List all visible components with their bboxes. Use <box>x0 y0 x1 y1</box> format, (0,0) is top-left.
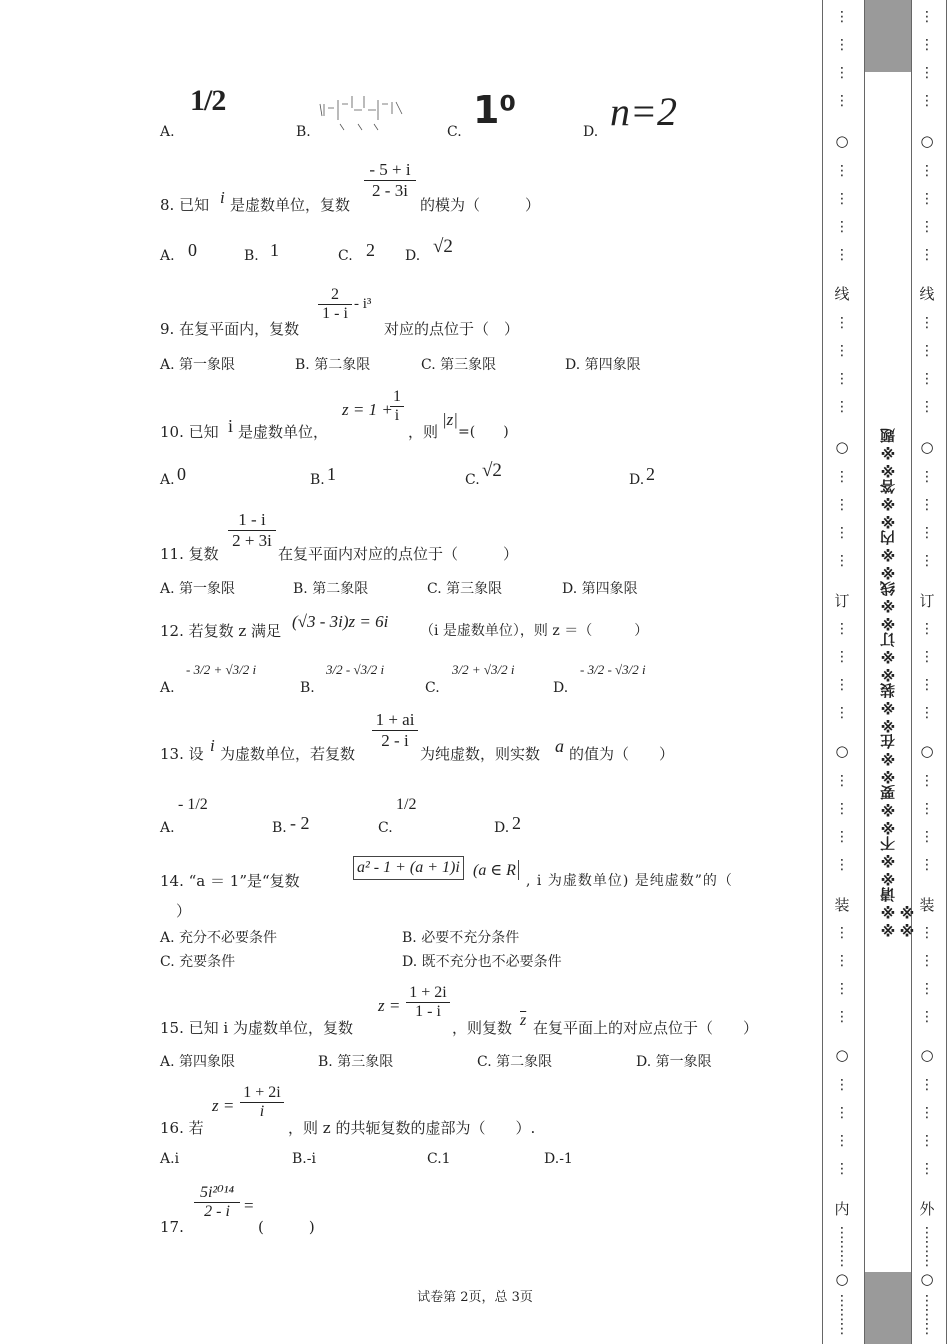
q15-option-d-label: D. <box>636 1054 652 1070</box>
inner-dots-4: ⋮ ⋮ ⋮ ⋮ <box>835 621 849 721</box>
outer-dots-3: ⋮ ⋮ ⋮ ⋮ <box>920 469 934 569</box>
q16-option-b-label: B. <box>292 1151 307 1167</box>
q15-fraction <box>406 984 450 1021</box>
q14-option-d <box>402 951 562 971</box>
inner-dots-9: ⋮ ⋮ ⋮ <box>835 1293 849 1337</box>
q14-expression: a² - 1 + (a + 1)i <box>353 856 464 880</box>
q12-stem-post: （i 是虚数单位），则 z ＝（ ） <box>420 623 649 639</box>
q7-option-d-value: n=2 <box>610 89 677 134</box>
q15-option-d-value: 第一象限 <box>655 1054 712 1070</box>
q17-stem-pre: 17. <box>160 1218 184 1236</box>
q7-option-b-garbled-formula <box>318 90 404 134</box>
q11-denominator: 2 + 3i <box>232 531 272 550</box>
outer-dots-1: ⋮ ⋮ ⋮ ⋮ <box>920 163 934 263</box>
q13-stem-pre: 13. 设 <box>160 745 204 763</box>
q15-denominator: 1 - i <box>415 1003 441 1020</box>
q10-stem-mid: 是虚数单位， <box>238 423 329 441</box>
q10-lhs: z = 1 + <box>342 400 393 419</box>
q8-option-d-label: D. <box>405 248 421 264</box>
q14-option-b-value: 必要不充分条件 <box>421 930 520 946</box>
q10-option-c-label: C. <box>465 472 480 488</box>
inner-dots-7: ⋮ ⋮ ⋮ ⋮ <box>835 1077 849 1177</box>
q16-option-c-value: 1 <box>441 1151 451 1167</box>
q10-option-b-label: B. <box>310 472 325 488</box>
q14-option-b-label: B. <box>402 930 417 946</box>
q13-fraction <box>372 710 418 751</box>
q8-option-d-value: √2 <box>433 236 453 257</box>
q15-option-b <box>318 1051 393 1071</box>
q9-numerator: 2 <box>331 286 339 303</box>
q12-option-b-label: B. <box>300 680 315 696</box>
q16-stem-post: ，则 z 的共轭复数的虚部为（ ）. <box>288 1119 536 1137</box>
q15-option-b-value: 第三象限 <box>337 1054 394 1070</box>
q8-option-c-label: C. <box>338 248 353 264</box>
inner-char-4: 内 <box>834 1200 850 1218</box>
q7-option-a-value: 1/2 <box>190 84 226 117</box>
outer-char-4: 外 <box>919 1200 935 1218</box>
q13-numerator: 1 + ai <box>375 710 415 729</box>
q16-option-d-label: D. <box>544 1151 560 1167</box>
q11-option-d-label: D. <box>562 581 578 597</box>
inner-dots-8: ⋮ ⋮ ⋮ <box>835 1225 849 1269</box>
q16-lhs: z = <box>212 1096 235 1115</box>
q15-option-b-label: B. <box>318 1054 333 1070</box>
q15-numerator: 1 + 2i <box>409 984 447 1001</box>
q14-option-a-label: A. <box>160 930 175 946</box>
q15-stem-pre: 15. 已知 i 为虚数单位，复数 <box>160 1019 353 1037</box>
page-footer: 试卷第 2页，总 3页 <box>417 1290 533 1305</box>
inner-circle-icon-2: ○ <box>835 438 849 456</box>
q11-option-c-label: C. <box>427 581 442 597</box>
q17-fraction <box>194 1182 240 1221</box>
outer-dots-6: ⋮ ⋮ ⋮ ⋮ <box>920 925 934 1025</box>
outer-circle-icon-3: ○ <box>920 742 934 760</box>
q11-option-d-value: 第四象限 <box>581 581 638 597</box>
q13-denominator: 2 - i <box>381 731 409 750</box>
q13-imaginary-unit: i <box>210 736 215 755</box>
q10-fraction <box>390 388 404 425</box>
outer-dots-7: ⋮ ⋮ ⋮ ⋮ <box>920 1077 934 1177</box>
q9-option-b <box>295 354 370 374</box>
outer-char-3: 装 <box>919 896 935 914</box>
q11-option-a <box>160 578 235 598</box>
q9-option-c <box>421 354 496 374</box>
q13-stem-mid: 为虚数单位，若复数 <box>220 745 356 763</box>
q10-abs-z: |z| <box>442 410 458 429</box>
q13-option-c-value: 1/2 <box>396 796 417 813</box>
binding-warning-strip <box>864 0 916 1344</box>
strip-top-block <box>865 0 911 72</box>
q8-numerator: - 5 + i <box>369 160 411 179</box>
inner-char-2: 订 <box>834 592 850 610</box>
q11-stem-post: 在复平面内对应的点位于（ ） <box>278 545 519 563</box>
q13-option-d-value: 2 <box>512 813 521 833</box>
q15-option-c <box>477 1051 552 1071</box>
q17-denominator: 2 - i <box>204 1203 230 1220</box>
q10-option-a-label: A. <box>160 472 175 488</box>
q15-z-conjugate: $\overline{z}$ <box>520 1012 527 1029</box>
q16-option-b-value: -i <box>306 1151 316 1167</box>
q10-stem-pre: 10. 已知 <box>160 423 219 441</box>
q12-stem-pre: 12. 若复数 z 满足 <box>160 622 282 640</box>
q16-numerator: 1 + 2i <box>243 1084 281 1101</box>
q8-imaginary-unit: i <box>220 188 225 207</box>
q8-option-b-value: 1 <box>270 240 279 260</box>
q11-option-b-value: 第二象限 <box>312 581 369 597</box>
q15-stem-post: ，则复数 <box>452 1019 513 1037</box>
q11-option-a-label: A. <box>160 581 175 597</box>
q9-option-a <box>160 354 235 374</box>
strip-bottom-block <box>865 1272 911 1344</box>
q7-option-c-label: C. <box>447 124 462 140</box>
q16-option-d <box>544 1151 573 1167</box>
outer-circle-icon-2: ○ <box>920 438 934 456</box>
q16-option-a <box>160 1151 179 1167</box>
q7-option-a-label: A. <box>160 124 175 140</box>
q11-stem-pre: 11. 复数 <box>160 545 219 563</box>
q10-option-c-value: √2 <box>482 460 502 481</box>
outer-binding-line <box>946 0 947 1344</box>
q11-fraction <box>228 510 276 551</box>
q16-option-c <box>427 1151 451 1167</box>
outer-dots-0: ⋮ ⋮ ⋮ ⋮ <box>920 9 934 109</box>
q11-option-d <box>562 578 638 598</box>
q17-numerator: 5i²⁰¹⁴ <box>199 1184 234 1201</box>
q13-option-b-label: B. <box>272 820 287 836</box>
q9-option-a-value: 第一象限 <box>179 357 236 373</box>
q16-option-d-value: -1 <box>559 1151 573 1167</box>
inner-circle-icon-4: ○ <box>835 1046 849 1064</box>
inner-dots-1: ⋮ ⋮ ⋮ ⋮ <box>835 163 849 263</box>
q8-option-a-value: 0 <box>188 240 197 260</box>
q15-option-a <box>160 1051 235 1071</box>
q11-option-b <box>293 578 368 598</box>
q12-option-a-value: - 3/2 + √3/2 i <box>186 662 257 677</box>
inner-dots-5: ⋮ ⋮ ⋮ ⋮ <box>835 773 849 873</box>
q11-option-c <box>427 578 502 598</box>
q9-stem-pre: 9. 在复平面内，复数 <box>160 320 300 338</box>
q8-option-a-label: A. <box>160 248 175 264</box>
q15-option-c-label: C. <box>477 1054 492 1070</box>
q9-option-b-value: 第二象限 <box>314 357 371 373</box>
q10-stem-post: ，则 <box>408 423 439 441</box>
q10-option-d-label: D. <box>629 472 645 488</box>
q9-tail: - i³ <box>354 296 372 312</box>
q17-stem-post: ( ) <box>258 1218 315 1236</box>
q9-option-d-label: D. <box>565 357 581 373</box>
q14-stem-end: ） <box>176 902 192 920</box>
q10-option-b-value: 1 <box>327 464 336 484</box>
q8-stem-mid: 是虚数单位，复数 <box>230 196 351 214</box>
outer-circle-icon-5: ○ <box>920 1270 934 1288</box>
q14-option-c <box>160 951 235 971</box>
q11-option-a-value: 第一象限 <box>179 581 236 597</box>
q8-stem-pre: 8. 已知 <box>160 196 210 214</box>
q11-option-b-label: B. <box>293 581 308 597</box>
q12-option-c-label: C. <box>425 680 440 696</box>
q15-lhs: z = <box>378 996 401 1015</box>
inner-circle-icon-5: ○ <box>835 1270 849 1288</box>
q13-stem-end: 的值为（ ） <box>569 745 675 763</box>
q14-stem-post: , i 为虚数单位) 是纯虚数”的（ <box>526 873 733 889</box>
q13-option-a-label: A. <box>160 820 175 836</box>
q16-option-a-label: A. <box>160 1151 175 1167</box>
q15-option-a-label: A. <box>160 1054 175 1070</box>
q10-denominator: i <box>394 407 400 424</box>
q8-fraction <box>364 160 416 201</box>
q16-denominator: i <box>259 1103 265 1120</box>
q15-option-a-value: 第四象限 <box>179 1054 236 1070</box>
q9-option-a-label: A. <box>160 357 175 373</box>
q12-option-b-value: 3/2 - √3/2 i <box>326 662 385 677</box>
q8-stem-post: 的模为（ ） <box>420 196 541 214</box>
q9-stem-post: 对应的点位于（ ） <box>384 320 520 338</box>
q16-fraction <box>240 1084 284 1121</box>
q12-option-d-label: D. <box>553 680 569 696</box>
q16-option-b <box>292 1151 316 1167</box>
q14-option-a <box>160 927 277 947</box>
q13-option-c-label: C. <box>378 820 393 836</box>
q8-option-c-value: 2 <box>366 240 375 260</box>
q16-option-a-value: i <box>174 1151 180 1167</box>
q11-option-c-value: 第三象限 <box>446 581 503 597</box>
q14-option-d-value: 既不充分也不必要条件 <box>421 954 562 970</box>
q9-option-d-value: 第四象限 <box>584 357 641 373</box>
outer-circle-icon: ○ <box>920 132 934 150</box>
inner-dotted-column: ⋮ ⋮ ⋮ ⋮ <box>835 9 849 109</box>
q10-stem-end: =( ) <box>458 424 509 440</box>
q13-option-a-value: - 1/2 <box>178 796 208 813</box>
outer-char-1: 线 <box>919 285 935 303</box>
q7-option-d-label: D. <box>583 124 599 140</box>
q12-equation: (√3 - 3i)z = 6i <box>292 612 389 631</box>
q15-option-c-value: 第二象限 <box>496 1054 553 1070</box>
outer-dots-5: ⋮ ⋮ ⋮ ⋮ <box>920 773 934 873</box>
q12-option-a-label: A. <box>160 680 175 696</box>
q12-option-c-value: 3/2 + √3/2 i <box>452 662 515 677</box>
q14-option-c-label: C. <box>160 954 175 970</box>
q13-option-d-label: D. <box>494 820 510 836</box>
q9-option-d <box>565 354 641 374</box>
q15-option-d <box>636 1051 712 1071</box>
outer-dots-4: ⋮ ⋮ ⋮ ⋮ <box>920 621 934 721</box>
outer-char-2: 订 <box>919 592 935 610</box>
q7-option-b-label: B. <box>296 124 311 140</box>
q10-numerator: 1 <box>393 388 401 405</box>
q9-option-b-label: B. <box>295 357 310 373</box>
q13-option-b-value: - 2 <box>290 813 310 833</box>
inner-dots-6: ⋮ ⋮ ⋮ ⋮ <box>835 925 849 1025</box>
outer-dots-9: ⋮ ⋮ ⋮ <box>920 1293 934 1337</box>
inner-binding-line <box>822 0 823 1344</box>
outer-dots-8: ⋮ ⋮ ⋮ <box>920 1225 934 1269</box>
q10-option-d-value: 2 <box>646 464 655 484</box>
q11-numerator: 1 - i <box>238 510 266 529</box>
outer-dots-2: ⋮ ⋮ ⋮ ⋮ <box>920 315 934 415</box>
inner-char-1: 线 <box>834 285 850 303</box>
outer-circle-icon-4: ○ <box>920 1046 934 1064</box>
q10-option-a-value: 0 <box>177 464 186 484</box>
q9-denominator: 1 - i <box>322 305 348 322</box>
q14-option-c-value: 充要条件 <box>179 954 236 970</box>
q13-variable-a: a <box>555 736 564 756</box>
q7-option-c-value: 1⁰ <box>473 88 517 132</box>
q14-option-d-label: D. <box>402 954 418 970</box>
binding-warning-text: ※※请※※不※※要※※在※※装※※订※※线※※内※※答※※题※※ <box>879 428 916 938</box>
q9-option-c-value: 第三象限 <box>440 357 497 373</box>
q12-option-d-value: - 3/2 - √3/2 i <box>580 662 646 677</box>
q15-stem-end: 在复平面上的对应点位于（ ） <box>533 1019 759 1037</box>
q13-stem-post: 为纯虚数，则实数 <box>420 745 541 763</box>
inner-dots-3: ⋮ ⋮ ⋮ ⋮ <box>835 469 849 569</box>
q14-condition: (a ∈ R <box>473 860 519 880</box>
q16-option-c-label: C. <box>427 1151 442 1167</box>
q9-fraction <box>318 286 352 323</box>
q17-equals: = <box>244 1196 254 1215</box>
q16-stem-pre: 16. 若 <box>160 1119 204 1137</box>
q8-option-b-label: B. <box>244 248 259 264</box>
q14-stem-pre: 14. “a ＝ 1”是“复数 <box>160 872 300 890</box>
inner-char-3: 装 <box>834 896 850 914</box>
q14-option-b <box>402 927 519 947</box>
inner-circle-icon: ○ <box>835 132 849 150</box>
q10-imaginary-unit: i <box>228 416 234 436</box>
q9-option-c-label: C. <box>421 357 436 373</box>
q14-option-a-value: 充分不必要条件 <box>179 930 278 946</box>
q8-denominator: 2 - 3i <box>372 181 408 200</box>
inner-dots-2: ⋮ ⋮ ⋮ ⋮ <box>835 315 849 415</box>
inner-circle-icon-3: ○ <box>835 742 849 760</box>
